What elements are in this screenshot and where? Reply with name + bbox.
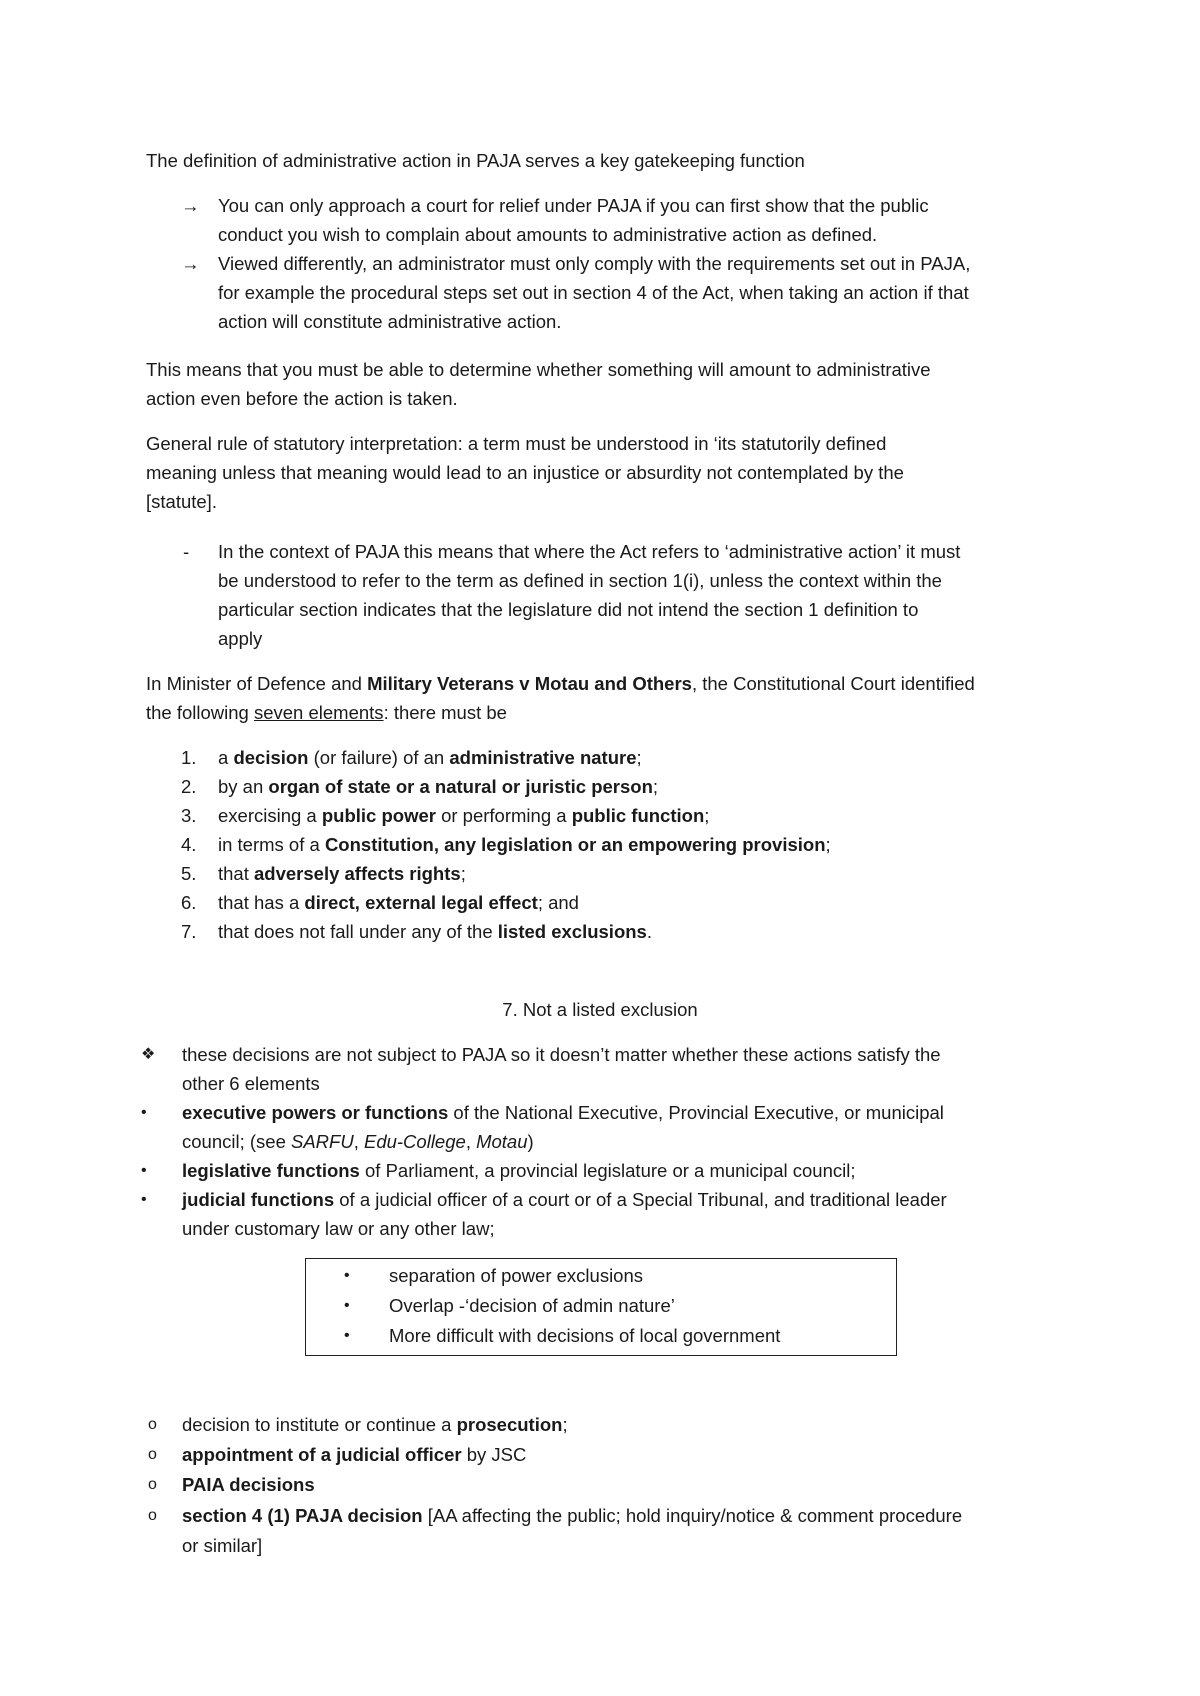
legis-line: legislative functions of Parliament, a provincial legislature or a municipal council;	[182, 1160, 856, 1181]
para-means-line-2: action even before the action is taken.	[146, 388, 458, 409]
list-item: that has a direct, external legal effect; and	[218, 892, 579, 913]
arrow-item-2-line-2: for example the procedural steps set out in section 4 of the Act, when taking an action if that	[218, 282, 969, 303]
arrow-icon: →	[181, 253, 200, 274]
circle-bullet-icon: o	[148, 1476, 157, 1493]
list-item: that does not fall under any of the listed exclusions.	[218, 921, 652, 942]
box-item: Overlap -‘decision of admin nature’	[389, 1295, 675, 1316]
circle-bullet-icon: o	[148, 1416, 157, 1433]
note-box	[305, 1258, 897, 1356]
exec-line-1: executive powers or functions of the National Executive, Provincial Executive, or municipal	[182, 1102, 944, 1123]
para-general-line-2: meaning unless that meaning would lead to an injustice or absurdity not contemplated by the	[146, 462, 904, 483]
circle-item-line-2: or similar]	[182, 1535, 263, 1556]
list-item: that adversely affects rights;	[218, 863, 466, 884]
box-item: separation of power exclusions	[389, 1265, 644, 1286]
list-number: 3.	[181, 805, 197, 826]
bullet-icon: •	[344, 1327, 350, 1344]
seven-elements-underline: seven elements	[253, 702, 384, 723]
bullet-icon: •	[344, 1267, 350, 1284]
list-number: 4.	[181, 834, 197, 855]
circle-bullet-icon: o	[148, 1507, 157, 1524]
dash-marker: -	[183, 541, 190, 562]
list-item: in terms of a Constitution, any legislation or an empowering provision;	[218, 834, 831, 855]
diamond-bullet-icon: ❖	[141, 1046, 156, 1063]
minister-line-2: the following seven elements: there must be	[146, 702, 507, 723]
circle-item: PAIA decisions	[182, 1474, 315, 1495]
para-general-line-3: [statute].	[146, 491, 217, 512]
para-means-line-1: This means that you must be able to determine whether something will amount to administrative	[146, 359, 931, 380]
bullet-icon: •	[344, 1297, 350, 1314]
arrow-item-2-line-1: Viewed differently, an administrator must only comply with the requirements set out in PAJA,	[218, 253, 971, 274]
bullet-icon: •	[141, 1162, 147, 1179]
diamond-item-line-1: these decisions are not subject to PAJA so it doesn’t matter whether these actions satisfy the	[182, 1044, 941, 1065]
circle-item: decision to institute or continue a prosecution;	[182, 1414, 568, 1435]
arrow-item-2-line-3: action will constitute administrative action.	[218, 311, 562, 332]
judic-line-2: under customary law or any other law;	[182, 1218, 495, 1239]
list-item: a decision (or failure) of an administrative nature;	[218, 747, 642, 768]
intro-text: The definition of administrative action in PAJA serves a key gatekeeping function	[146, 150, 805, 171]
section-heading: 7. Not a listed exclusion	[502, 999, 698, 1020]
list-number: 1.	[181, 747, 197, 768]
box-item: More difficult with decisions of local government	[389, 1325, 781, 1346]
circle-item: section 4 (1) PAJA decision [AA affecting the public; hold inquiry/notice & comment procedure	[182, 1505, 963, 1526]
para-general-line-1: General rule of statutory interpretation: a term must be understood in ‘its statutorily defined	[146, 433, 887, 454]
minister-line-1: In Minister of Defence and Military Veterans v Motau and Others, the Constitutional Court identified	[146, 673, 975, 694]
bullet-icon: •	[141, 1104, 147, 1121]
arrow-item-1-line-2: conduct you wish to complain about amounts to administrative action as defined.	[218, 224, 878, 245]
exec-line-2: council; (see SARFU, Edu-College, Motau)	[182, 1131, 534, 1152]
circle-item: appointment of a judicial officer by JSC	[182, 1444, 527, 1465]
dash-item-line-3: particular section indicates that the legislature did not intend the section 1 definition to	[218, 599, 919, 620]
list-item: by an organ of state or a natural or juristic person;	[218, 776, 659, 797]
list-number: 7.	[181, 921, 197, 942]
dash-item-line-2: be understood to refer to the term as defined in section 1(i), unless the context within the	[218, 570, 942, 591]
list-number: 6.	[181, 892, 197, 913]
diamond-item-line-2: other 6 elements	[182, 1073, 320, 1094]
circle-bullet-icon: o	[148, 1446, 157, 1463]
list-item: exercising a public power or performing a public function;	[218, 805, 710, 826]
arrow-item-1-line-1: You can only approach a court for relief under PAJA if you can first show that the public	[218, 195, 929, 216]
bullet-icon: •	[141, 1191, 147, 1208]
list-number: 2.	[181, 776, 197, 797]
dash-item-line-4: apply	[218, 628, 263, 649]
list-number: 5.	[181, 863, 197, 884]
dash-item-line-1: In the context of PAJA this means that where the Act refers to ‘administrative action’ it must	[218, 541, 961, 562]
arrow-icon: →	[181, 195, 200, 216]
judic-line-1: judicial functions of a judicial officer of a court or of a Special Tribunal, and traditional leader	[182, 1189, 947, 1210]
